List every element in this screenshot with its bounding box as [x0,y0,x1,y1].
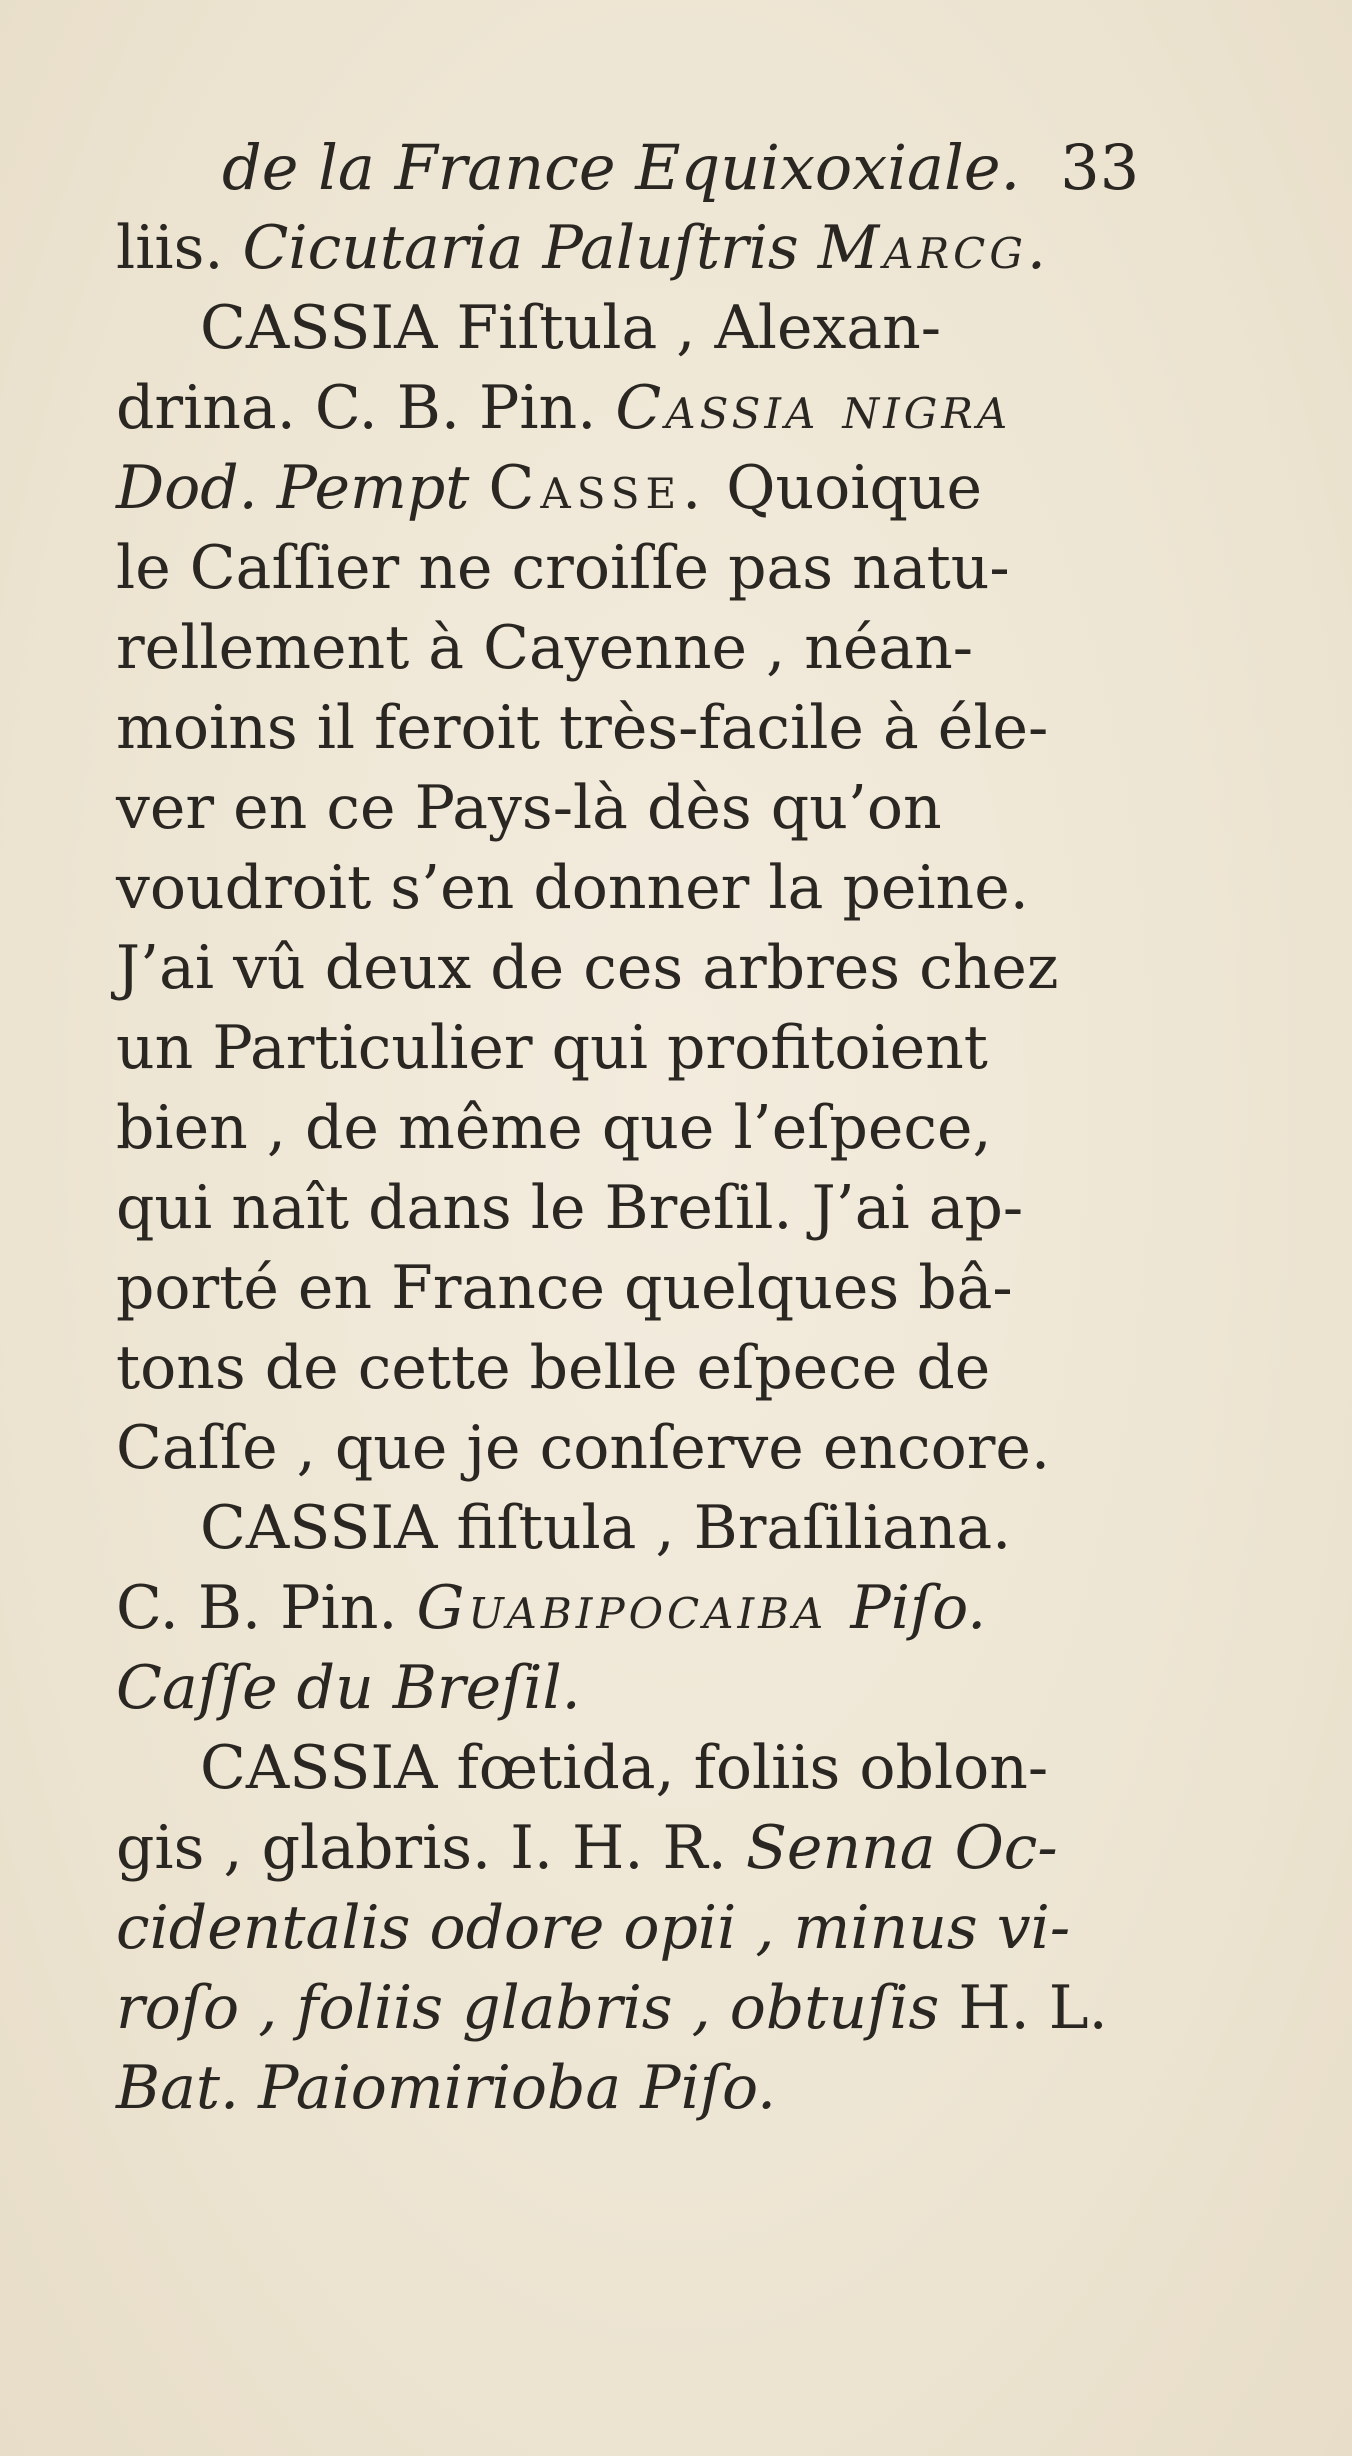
page-number: 33 [1060,131,1140,204]
text-line-16: Caſſe , que je conſerve encore. [116,1413,1051,1483]
text-line-1: liis. Cicutaria Paluſtris Marcg. [116,213,1050,283]
text-line-8: ver en ce Pays-là dès qu’on [116,773,942,843]
running-head-title: de la France Equixoxiale. [222,131,1021,204]
text-line-2: CASSIA Fiſtula , Alexan- [200,293,942,363]
text-line-9: voudroit s’en donner la peine. [116,853,1029,923]
text-line-7: moins il feroit très-facile à éle- [116,693,1049,763]
text-line-3: drina. C. B. Pin. Cassia nigra [116,373,1012,443]
text-line-10: J’ai vû deux de ces arbres chez [116,933,1059,1003]
text-line-12: bien , de même que l’eſpece, [116,1093,992,1163]
text-line-23: roſo , foliis glabris , obtuſis H. L. [116,1973,1108,2043]
text-line-20: CASSIA fœtida, foliis oblon- [200,1733,1049,1803]
text-line-11: un Particulier qui profitoient [116,1013,988,1083]
text-line-6: rellement à Cayenne , néan- [116,613,974,683]
text-line-5: le Caſſier ne croiſſe pas natu- [116,533,1010,603]
text-line-15: tons de cette belle eſpece de [116,1333,991,1403]
running-head [222,128,1139,208]
text-line-19: Caſſe du Breſil. [116,1653,581,1723]
text-line-13: qui naît dans le Breſil. J’ai ap- [116,1173,1024,1243]
text-line-17: CASSIA fiſtula , Braſiliana. [200,1493,1012,1563]
text-line-24: Bat. Paiomirioba Piſo. [116,2053,777,2123]
text-line-14: porté en France quelques bâ- [116,1253,1013,1323]
text-line-22: cidentalis odore opii , minus vi- [116,1893,1071,1963]
text-line-18: C. B. Pin. Guabipocaiba Piſo. [116,1573,987,1643]
text-line-21: gis , glabris. I. H. R. Senna Oc- [116,1813,1058,1883]
text-line-4: Dod. Pempt Casse. Quoique [116,453,983,523]
